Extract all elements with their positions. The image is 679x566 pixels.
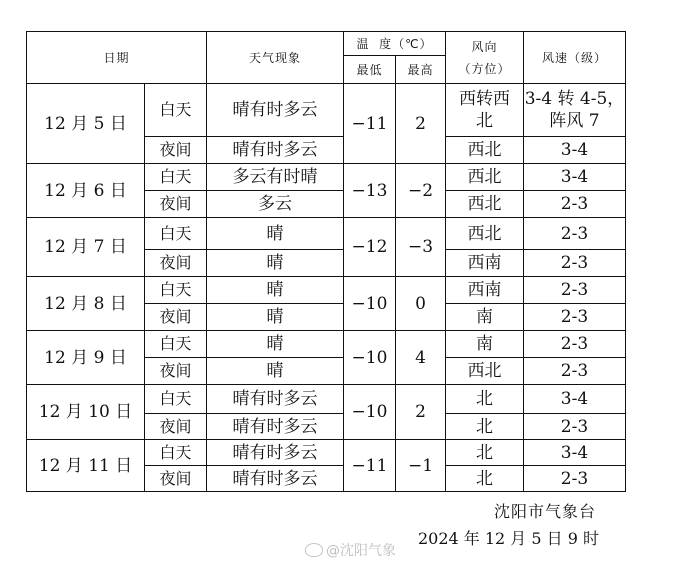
weather-phenomenon: 晴有时多云 bbox=[207, 385, 344, 414]
wind-direction: 西北 bbox=[446, 137, 524, 164]
forecast-date: 12 月 6 日 bbox=[27, 164, 145, 218]
period-label: 白天 bbox=[145, 440, 207, 466]
wind-direction: 南 bbox=[446, 304, 524, 331]
wind-speed: 2-3 bbox=[524, 304, 626, 331]
weather-phenomenon: 晴 bbox=[207, 250, 344, 277]
watermark bbox=[305, 540, 396, 560]
wind-speed: 2-3 bbox=[524, 358, 626, 385]
weather-phenomenon: 晴 bbox=[207, 358, 344, 385]
weather-phenomenon: 晴有时多云 bbox=[207, 84, 344, 137]
weather-phenomenon: 多云有时晴 bbox=[207, 164, 344, 191]
weather-phenomenon: 晴有时多云 bbox=[207, 137, 344, 164]
temp-min: −11 bbox=[344, 440, 396, 492]
period-label: 夜间 bbox=[145, 250, 207, 277]
header-temperature: 温 度（℃） bbox=[344, 32, 446, 56]
period-label: 夜间 bbox=[145, 191, 207, 218]
wind-direction: 西转西 北 bbox=[446, 84, 524, 137]
header-temp-max: 最高 bbox=[396, 56, 446, 84]
forecast-date: 12 月 7 日 bbox=[27, 218, 145, 277]
wind-speed: 2-3 bbox=[524, 191, 626, 218]
temp-max: 2 bbox=[396, 385, 446, 440]
weather-phenomenon: 多云 bbox=[207, 191, 344, 218]
forecast-date: 12 月 8 日 bbox=[27, 277, 145, 331]
forecast-row bbox=[27, 277, 626, 304]
forecast-row bbox=[27, 218, 626, 250]
temp-max: −2 bbox=[396, 164, 446, 218]
forecast-row bbox=[27, 440, 626, 466]
period-label: 夜间 bbox=[145, 414, 207, 440]
issuer: 沈阳市气象台 bbox=[493, 502, 596, 521]
wind-direction: 北 bbox=[446, 466, 524, 492]
wind-speed: 2-3 bbox=[524, 466, 626, 492]
forecast-date: 12 月 9 日 bbox=[27, 331, 145, 385]
wind-speed: 2-3 bbox=[524, 414, 626, 440]
wind-direction: 西北 bbox=[446, 218, 524, 250]
weather-phenomenon: 晴有时多云 bbox=[207, 440, 344, 466]
wind-direction: 西北 bbox=[446, 164, 524, 191]
forecast-row bbox=[27, 164, 626, 191]
watermark-text: @沈阳气象 bbox=[326, 543, 396, 559]
period-label: 白天 bbox=[145, 331, 207, 358]
weather-phenomenon: 晴 bbox=[207, 277, 344, 304]
wind-direction: 西北 bbox=[446, 191, 524, 218]
period-label: 夜间 bbox=[145, 137, 207, 164]
period-label: 白天 bbox=[145, 385, 207, 414]
header-wind-speed: 风速（级） bbox=[524, 32, 626, 84]
wind-direction: 北 bbox=[446, 385, 524, 414]
forecast-table bbox=[26, 31, 626, 492]
wind-speed: 2-3 bbox=[524, 277, 626, 304]
temp-max: 0 bbox=[396, 277, 446, 331]
temp-min: −11 bbox=[344, 84, 396, 164]
header-temp-min: 最低 bbox=[344, 56, 396, 84]
forecast-date: 12 月 5 日 bbox=[27, 84, 145, 164]
wind-speed: 3-4 bbox=[524, 164, 626, 191]
issue-time: 2024 年 12 月 5 日 9 时 bbox=[417, 529, 599, 548]
wind-direction: 南 bbox=[446, 331, 524, 358]
forecast-date: 12 月 11 日 bbox=[27, 440, 145, 492]
temp-max: −3 bbox=[396, 218, 446, 277]
weather-phenomenon: 晴 bbox=[207, 218, 344, 250]
wind-speed: 2-3 bbox=[524, 218, 626, 250]
period-label: 夜间 bbox=[145, 358, 207, 385]
period-label: 夜间 bbox=[145, 466, 207, 492]
wind-speed: 3-4 bbox=[524, 440, 626, 466]
temp-max: −1 bbox=[396, 440, 446, 492]
temp-min: −10 bbox=[344, 385, 396, 440]
header-date: 日期 bbox=[27, 32, 207, 84]
temp-min: −10 bbox=[344, 331, 396, 385]
weather-phenomenon: 晴 bbox=[207, 304, 344, 331]
forecast-date: 12 月 10 日 bbox=[27, 385, 145, 440]
wind-direction: 北 bbox=[446, 440, 524, 466]
period-label: 白天 bbox=[145, 218, 207, 250]
temp-min: −12 bbox=[344, 218, 396, 277]
forecast-row bbox=[27, 84, 626, 137]
wind-direction: 西北 bbox=[446, 358, 524, 385]
temp-min: −13 bbox=[344, 164, 396, 218]
wind-speed: 2-3 bbox=[524, 331, 626, 358]
temp-max: 4 bbox=[396, 331, 446, 385]
period-label: 白天 bbox=[145, 164, 207, 191]
wind-direction: 西南 bbox=[446, 250, 524, 277]
weather-phenomenon: 晴有时多云 bbox=[207, 466, 344, 492]
period-label: 白天 bbox=[145, 84, 207, 137]
forecast-body bbox=[27, 84, 626, 492]
wind-direction: 北 bbox=[446, 414, 524, 440]
header-weather: 天气现象 bbox=[207, 32, 344, 84]
wind-speed: 3-4 bbox=[524, 385, 626, 414]
period-label: 白天 bbox=[145, 277, 207, 304]
forecast-row bbox=[27, 331, 626, 358]
temp-max: 2 bbox=[396, 84, 446, 164]
wind-speed: 3-4 转 4-5， 阵风 7 bbox=[524, 84, 626, 137]
weibo-icon bbox=[305, 543, 323, 557]
weather-phenomenon: 晴 bbox=[207, 331, 344, 358]
weather-phenomenon: 晴有时多云 bbox=[207, 414, 344, 440]
wind-speed: 3-4 bbox=[524, 137, 626, 164]
header-wind-direction: 风向 （方位） bbox=[446, 32, 524, 84]
forecast-row bbox=[27, 385, 626, 414]
wind-speed: 2-3 bbox=[524, 250, 626, 277]
wind-direction: 西南 bbox=[446, 277, 524, 304]
period-label: 夜间 bbox=[145, 304, 207, 331]
temp-min: −10 bbox=[344, 277, 396, 331]
